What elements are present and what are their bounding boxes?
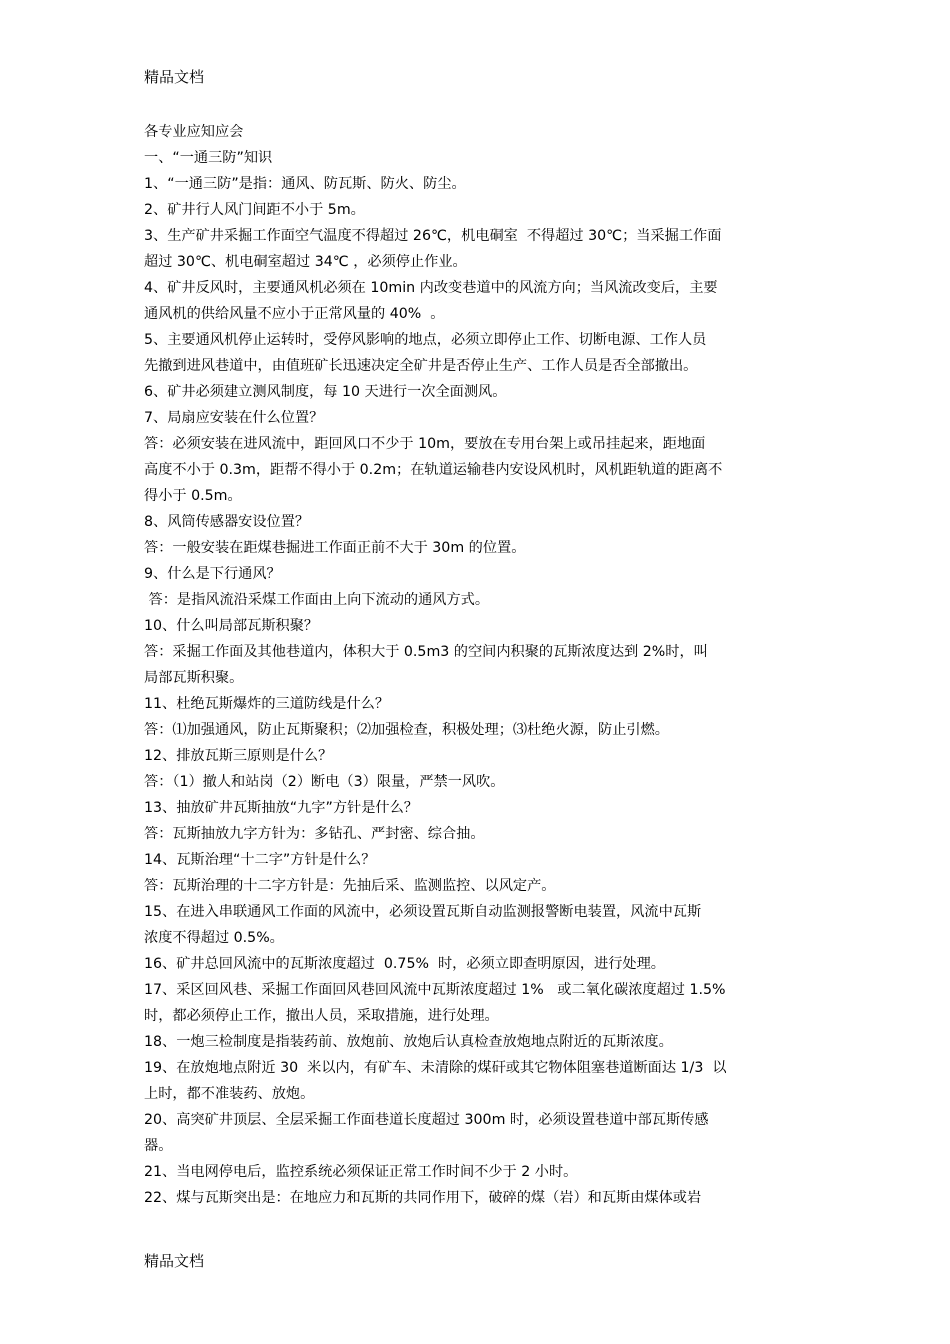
page-footer: 精品文档 [144,1252,205,1270]
text-line: 高度不小于 0.3m，距帮不得小于 0.2m；在轨道运输巷内安设风机时，风机距轨道的距离不 [144,462,723,478]
text-line: 4、矿井反风时，主要通风机必须在 10min 内改变巷道中的风流方向；当风流改变后，主要 [144,280,718,296]
text-line: 上时，都不准装药、放炮。 [144,1086,315,1102]
text-line: 2、矿井行人风门间距不小于 5m。 [144,202,365,218]
text-line: 3、生产矿井采掘工作面空气温度不得超过 26℃，机电硐室 不得超过 30℃；当采掘工作面 [144,228,722,244]
text-line: 14、瓦斯治理“十二字”方针是什么？ [144,852,376,868]
text-line: 答：采掘工作面及其他巷道内，体积大于 0.5m3 的空间内积聚的瓦斯浓度达到 2%时，叫 [144,644,708,660]
text-line: 20、高突矿井顶层、全层采掘工作面巷道长度超过 300m 时，必须设置巷道中部瓦斯传感 [144,1112,709,1128]
text-line: 8、风筒传感器安设位置？ [144,514,310,530]
text-line: 5、主要通风机停止运转时，受停风影响的地点，必须立即停止工作、切断电源、工作人员 [144,332,707,348]
text-line: 9、什么是下行通风？ [144,566,281,582]
text-line: 21、当电网停电后，监控系统必须保证正常工作时间不少于 2 小时。 [144,1164,578,1180]
text-line: 器。 [144,1138,173,1154]
text-line: 答：瓦斯抽放九字方针为：多钻孔、严封密、综合抽。 [144,826,485,842]
text-line: 22、煤与瓦斯突出是：在地应力和瓦斯的共同作用下，破碎的煤（岩）和瓦斯由煤体或岩 [144,1190,702,1206]
text-line: 得小于 0.5m。 [144,488,242,504]
text-line: 浓度不得超过 0.5%。 [144,930,284,946]
text-line: 13、抽放矿井瓦斯抽放“九字”方针是什么？ [144,800,418,816]
text-line: 19、在放炮地点附近 30 米以内，有矿车、未清除的煤矸或其它物体阻塞巷道断面达 1/3 以 [144,1060,727,1076]
document-body [144,120,810,1211]
document-title: 各专业应知应会 [144,124,244,140]
text-line: 答：一般安装在距煤巷掘进工作面正前不大于 30m 的位置。 [144,540,526,556]
section-heading: 一、“一通三防”知识 [144,150,273,166]
text-line: 18、一炮三检制度是指装药前、放炮前、放炮后认真检查放炮地点附近的瓦斯浓度。 [144,1034,673,1050]
text-line: 11、杜绝瓦斯爆炸的三道防线是什么？ [144,696,390,712]
text-line: 17、采区回风巷、采掘工作面回风巷回风流中瓦斯浓度超过 1% 或二氧化碳浓度超过 1.5% [144,982,726,998]
text-line: 先撤到进风巷道中，由值班矿长迅速决定全矿井是否停止生产、工作人员是否全部撤出。 [144,358,698,374]
text-line: 7、局扇应安装在什么位置？ [144,410,324,426]
text-line: 超过 30℃、机电硐室超过 34℃ ，必须停止作业。 [144,254,467,270]
text-line: 15、在进入串联通风工作面的风流中，必须设置瓦斯自动监测报警断电装置，风流中瓦斯 [144,904,702,920]
text-line: 6、矿井必须建立测风制度，每 10 天进行一次全面测风。 [144,384,507,400]
text-line: 时，都必须停止工作，撤出人员，采取措施，进行处理。 [144,1008,499,1024]
text-line: 答：是指风流沿采煤工作面由上向下流动的通风方式。 [144,592,490,608]
text-line: 12、排放瓦斯三原则是什么？ [144,748,333,764]
text-line: 通风机的供给风量不应小于正常风量的 40% 。 [144,306,445,322]
text-line: 答：⑴加强通风，防止瓦斯聚积；⑵加强检查，积极处理；⑶杜绝火源，防止引燃。 [144,722,669,738]
text-line: 10、什么叫局部瓦斯积聚？ [144,618,319,634]
text-line: 答：必须安装在进风流中，距回风口不少于 10m，要放在专用台架上或吊挂起来，距地面 [144,436,706,452]
text-line: 答：瓦斯治理的十二字方针是：先抽后采、监测监控、以风定产。 [144,878,556,894]
text-line: 答：（1）撤人和站岗（2）断电（3）限量，严禁一风吹。 [144,774,505,790]
text-line: 1、“一通三防”是指：通风、防瓦斯、防火、防尘。 [144,176,466,192]
text-line: 16、矿井总回风流中的瓦斯浓度超过 0.75% 时，必须立即查明原因，进行处理。 [144,956,665,972]
text-line: 局部瓦斯积聚。 [144,670,244,686]
page-header: 精品文档 [144,68,205,86]
